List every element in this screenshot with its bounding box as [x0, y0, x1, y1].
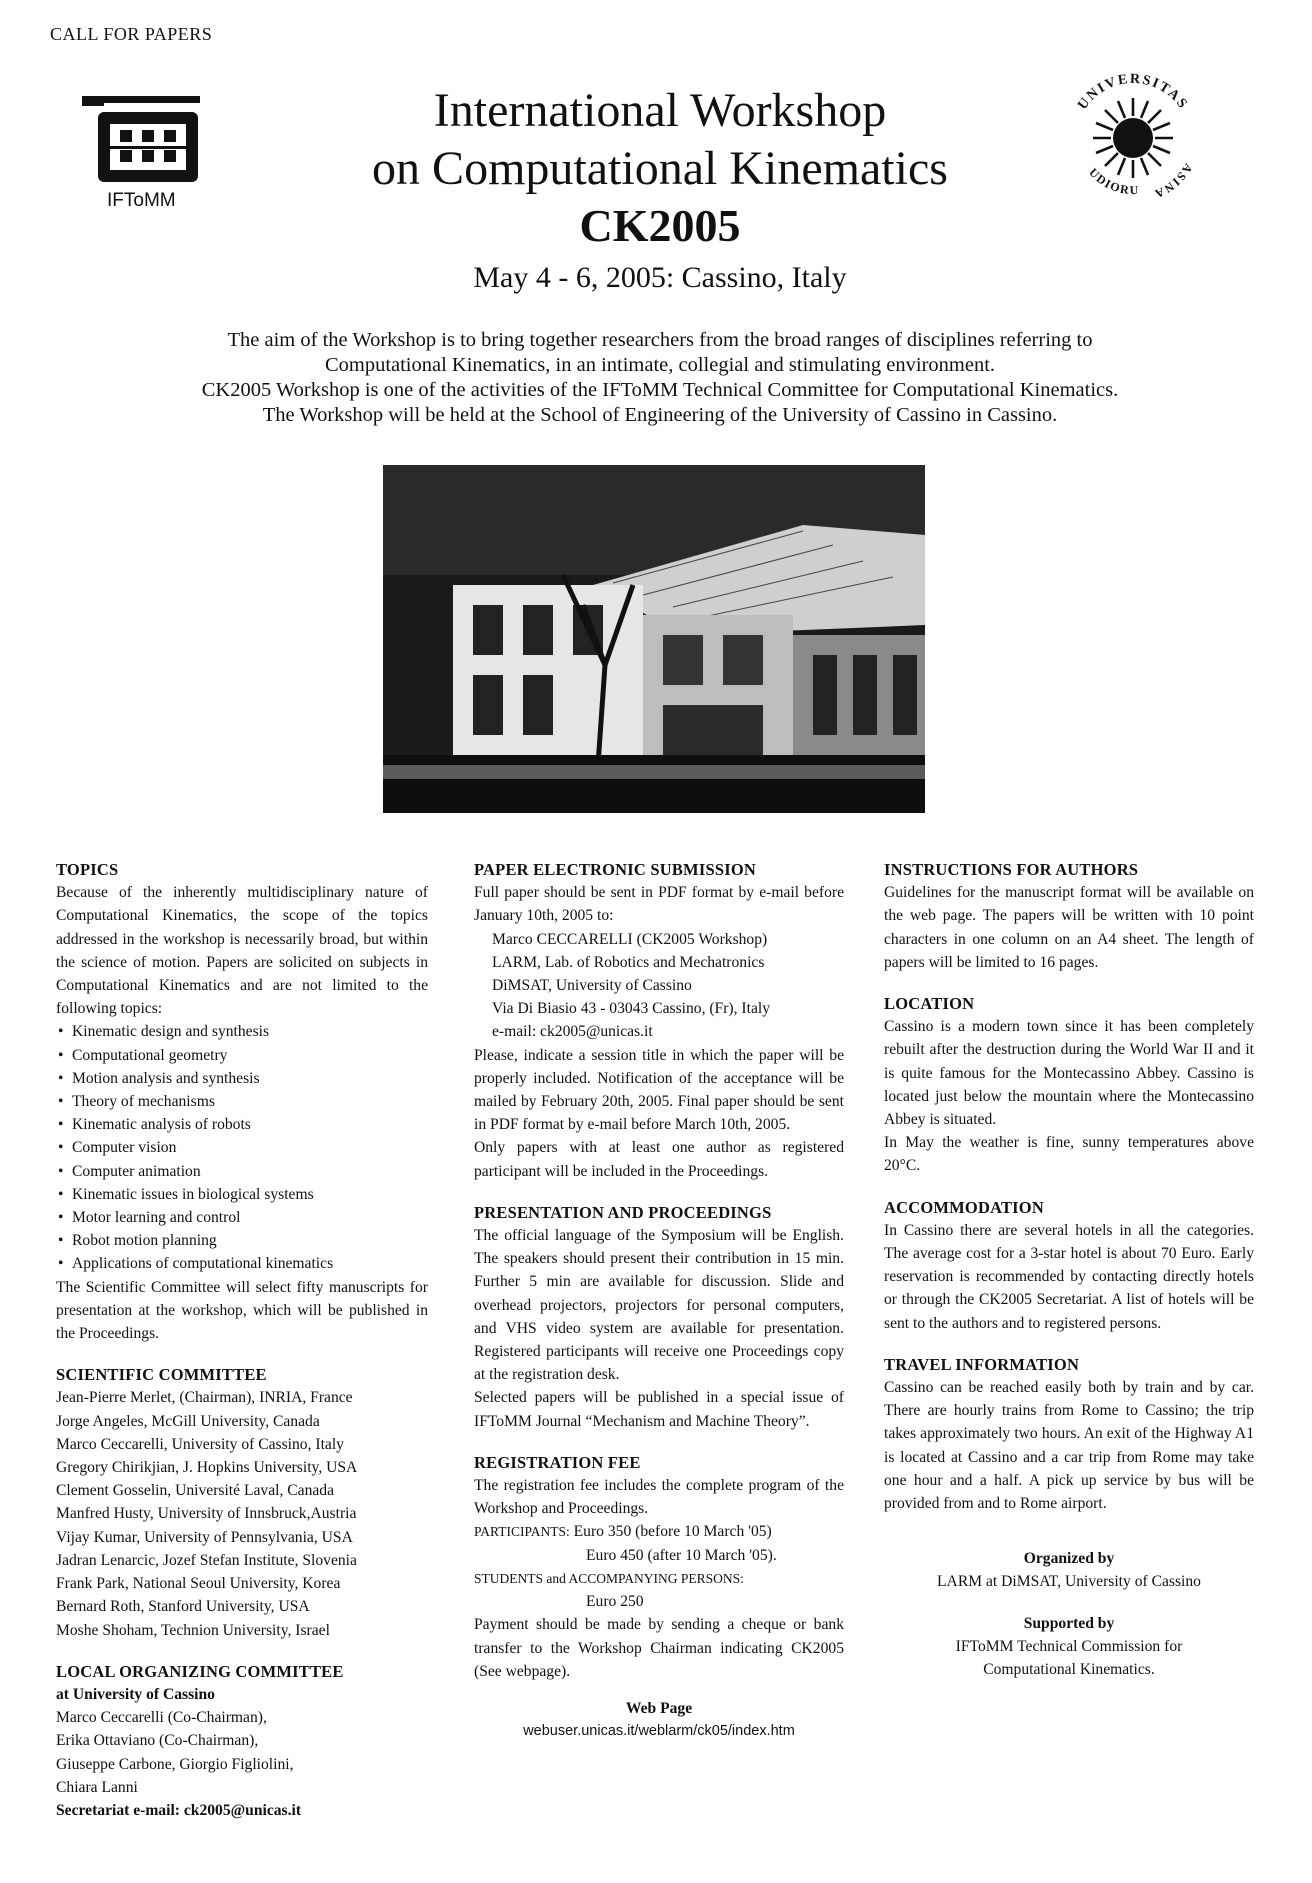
list-item: • Motion analysis and synthesis: [56, 1067, 428, 1090]
submission-text-1: Please, indicate a session title in which the paper will be properly included. Notification of the acceptance will be mailed by February 20th, 2005. Final paper should be sent in PDF format by e-mail before March 10th, 2005.: [474, 1046, 844, 1134]
topics-heading: TOPICS: [56, 860, 119, 879]
participants-fee-2: Euro 450 (after 10 March '05).: [586, 1546, 777, 1564]
intro-line: CK2005 Workshop is one of the activities of the IFToMM Technical Committee for Computational Kinematics.: [201, 379, 1119, 401]
committee-member: Bernard Roth, Stanford University, USA: [56, 1598, 310, 1616]
committee-member: Jadran Lenarcic, Jozef Stefan Institute, Slovenia: [56, 1551, 357, 1569]
local-committee-section: [56, 1660, 428, 1822]
registration-heading: REGISTRATION FEE: [474, 1452, 641, 1472]
submission-intro: Full paper should be sent in PDF format by e-mail before January 10th, 2005 to:: [474, 884, 844, 925]
travel-text: Cassino can be reached easily both by train and by car. There are hourly trains from Rome to Cassino; the trip takes approximately two hours. An exit of the Highway A1 is located at Cassino and a car trip from Rome may take one hour and a half. A pick up service by bus will be provided from and to Rome airport.: [884, 1379, 1254, 1513]
participants-fee-1: Euro 350 (before 10 March '05): [573, 1523, 772, 1541]
list-item: • Theory of mechanisms: [56, 1090, 428, 1113]
students-fee: Euro 250: [586, 1593, 644, 1611]
committee-member: Frank Park, National Seoul University, Korea: [56, 1575, 341, 1593]
title-line-2: on Computational Kinematics: [372, 142, 948, 195]
intro-line: Computational Kinematics, in an intimate, collegial and stimulating environment.: [324, 354, 996, 376]
address-line: LARM, Lab. of Robotics and Mechatronics: [492, 953, 765, 971]
travel-section: [884, 1353, 1254, 1515]
presentation-text-1: The official language of the Symposium will be English. The speakers should present their contribution in 15 min. Further 5 min are available for discussion. Slide and overhead projectors, projectors for personal computers, and VHS video system are available for presentation. Registered participants will receive one Proceedings copy at the registration desk.: [474, 1227, 844, 1384]
column-left: [56, 858, 428, 1840]
column-middle: [474, 858, 844, 1761]
committee-member: Erika Ottaviano (Co-Chairman),: [56, 1732, 259, 1750]
list-item: • Computer animation: [56, 1160, 428, 1183]
scientific-committee-heading: SCIENTIFIC COMMITTEE: [56, 1365, 267, 1385]
list-item: • Applications of computational kinematics: [56, 1252, 428, 1275]
organized-by-label: Organized by: [1023, 1550, 1115, 1568]
location-text-1: Cassino is a modern town since it has been completely rebuilt after the destruction during the World War II and it is quite famous for the Montecassino Abbey. Cassino is located just below the mountain where the Montecassino Abbey is situated.: [884, 1018, 1254, 1129]
address-line: Marco CECCARELLI (CK2005 Workshop): [492, 930, 768, 948]
column-right: [884, 858, 1254, 1681]
submission-email[interactable]: e-mail: ck2005@unicas.it: [492, 1023, 653, 1041]
committee-member: Jorge Angeles, McGill University, Canada: [56, 1412, 320, 1430]
instructions-text: Guidelines for the manuscript format will be available on the web page. The papers will be written with 10 point characters in one column on an A4 sheet. The length of papers will be limited to 16 pages.: [884, 884, 1254, 971]
location-section: [884, 992, 1254, 1178]
supported-by-block: [884, 1612, 1254, 1682]
committee-member: Giuseppe Carbone, Giorgio Figliolini,: [56, 1755, 294, 1773]
scientific-committee-section: [56, 1363, 428, 1641]
iftomm-logo-icon: [80, 92, 210, 188]
payment-text: Payment should be made by sending a cheque or bank transfer to the Workshop Chairman indicating CK2005 (See webpage).: [474, 1616, 844, 1680]
accommodation-section: [884, 1196, 1254, 1335]
list-item: • Kinematic analysis of robots: [56, 1113, 428, 1136]
organized-by-block: [884, 1547, 1254, 1593]
building-photo-image: [383, 465, 925, 813]
list-item: • Robot motion planning: [56, 1229, 428, 1252]
instructions-section: [884, 858, 1254, 974]
topics-section: [56, 858, 428, 1345]
presentation-text-2: Selected papers will be published in a special issue of IFToMM Journal “Mechanism and Machine Theory”.: [474, 1389, 844, 1430]
registration-intro: The registration fee includes the complete program of the Workshop and Proceedings.: [474, 1477, 844, 1518]
topics-intro: Because of the inherently multidisciplinary nature of Computational Kinematics, the scope of the topics addressed in the workshop is necessarily broad, but within the science of motion. Papers are solicited on subjects in Computational Kinematics and are not limited to the following topics:: [56, 884, 428, 1018]
committee-member: Marco Ceccarelli, University of Cassino, Italy: [56, 1435, 344, 1453]
committee-member: Clement Gosselin, Université Laval, Canada: [56, 1482, 335, 1500]
travel-heading: TRAVEL INFORMATION: [884, 1354, 1080, 1374]
web-page-label: Web Page: [625, 1699, 693, 1717]
local-committee-heading: LOCAL ORGANIZING COMMITTEE: [56, 1661, 344, 1681]
title-ck2005: CK2005: [579, 200, 741, 251]
presentation-section: [474, 1201, 844, 1433]
list-item: • Kinematic design and synthesis: [56, 1020, 428, 1043]
supported-by-line-1: IFToMM Technical Commission for: [955, 1637, 1183, 1655]
list-item: • Computational geometry: [56, 1044, 428, 1067]
list-item: • Motor learning and control: [56, 1206, 428, 1229]
address-line: DiMSAT, University of Cassino: [492, 977, 692, 995]
address-line: Via Di Biasio 43 - 03043 Cassino, (Fr), Italy: [492, 1000, 770, 1018]
seal-text-left: UDIORU: [1086, 165, 1141, 198]
building-photo: [383, 465, 925, 813]
topics-list: [56, 1020, 428, 1275]
submission-section: [474, 858, 844, 1183]
submission-text-2: Only papers with at least one author as registered participant will be included in the Proceedings.: [474, 1139, 844, 1180]
iftomm-logo: [80, 92, 210, 222]
call-for-papers-label: CALL FOR PAPERS: [50, 24, 213, 44]
accommodation-heading: ACCOMMODATION: [884, 1197, 1044, 1217]
students-label: STUDENTS and ACCOMPANYING PERSONS:: [474, 1570, 744, 1586]
registration-section: [474, 1451, 844, 1743]
committee-member: Gregory Chirikjian, J. Hopkins University, USA: [56, 1459, 358, 1477]
list-item: • Computer vision: [56, 1136, 428, 1159]
local-committee-subheading: at University of Cassino: [56, 1685, 215, 1703]
location-text-2: In May the weather is fine, sunny temperatures above 20°C.: [884, 1134, 1254, 1175]
organized-by-value: LARM at DiMSAT, University of Cassino: [937, 1573, 1201, 1591]
seal-text-right: ASINA: [1151, 161, 1196, 202]
intro-line: The Workshop will be held at the School of Engineering of the University of Cassino in Cassino.: [262, 404, 1058, 426]
secretariat-email[interactable]: Secretariat e-mail: ck2005@unicas.it: [56, 1801, 302, 1819]
supported-by-label: Supported by: [1023, 1614, 1115, 1632]
committee-member: Jean-Pierre Merlet, (Chairman), INRIA, France: [56, 1389, 353, 1407]
committee-member: Marco Ceccarelli (Co-Chairman),: [56, 1709, 267, 1727]
sun-seal-icon: [1058, 62, 1208, 212]
seal-text-top: UNIVERSITAS: [1075, 71, 1191, 113]
committee-member: Vijay Kumar, University of Pennsylvania, USA: [56, 1528, 353, 1546]
committee-member: Manfred Husty, University of Innsbruck,Austria: [56, 1505, 357, 1523]
committee-member: Chiara Lanni: [56, 1778, 138, 1796]
iftomm-logo-text: IFToMM: [107, 190, 176, 211]
committee-member: Moshe Shoham, Technion University, Israel: [56, 1621, 330, 1639]
presentation-heading: PRESENTATION AND PROCEEDINGS: [474, 1202, 772, 1222]
date-place: May 4 - 6, 2005: Cassino, Italy: [473, 261, 847, 294]
instructions-heading: INSTRUCTIONS FOR AUTHORS: [884, 860, 1139, 879]
location-heading: LOCATION: [884, 994, 975, 1014]
accommodation-text: In Cassino there are several hotels in all the categories. The average cost for a 3-star hotel is about 70 Euro. Early reservation is recommended by contacting directly hotels or through the CK2005 Secretariat. A list of hotels will be sent to the authors and to registered persons.: [884, 1221, 1254, 1332]
supported-by-line-2: Computational Kinematics.: [983, 1661, 1155, 1679]
title-line-1: International Workshop: [433, 84, 887, 137]
participants-fee-row: [474, 1520, 844, 1543]
topics-closing: The Scientific Committee will select fifty manuscripts for presentation at the workshop, which will be published in the Proceedings.: [56, 1278, 428, 1343]
university-seal: [1058, 62, 1208, 212]
intro-paragraph: [90, 328, 1230, 428]
submission-heading: PAPER ELECTRONIC SUBMISSION: [474, 860, 756, 879]
submission-address: [474, 928, 844, 1044]
list-item: • Kinematic issues in biological systems: [56, 1183, 428, 1206]
intro-line: The aim of the Workshop is to bring together researchers from the broad ranges of disciplines referring to: [227, 329, 1093, 351]
participants-label: PARTICIPANTS:: [474, 1524, 570, 1540]
web-page-url[interactable]: webuser.unicas.it/weblarm/ck05/index.htm: [523, 1723, 795, 1740]
